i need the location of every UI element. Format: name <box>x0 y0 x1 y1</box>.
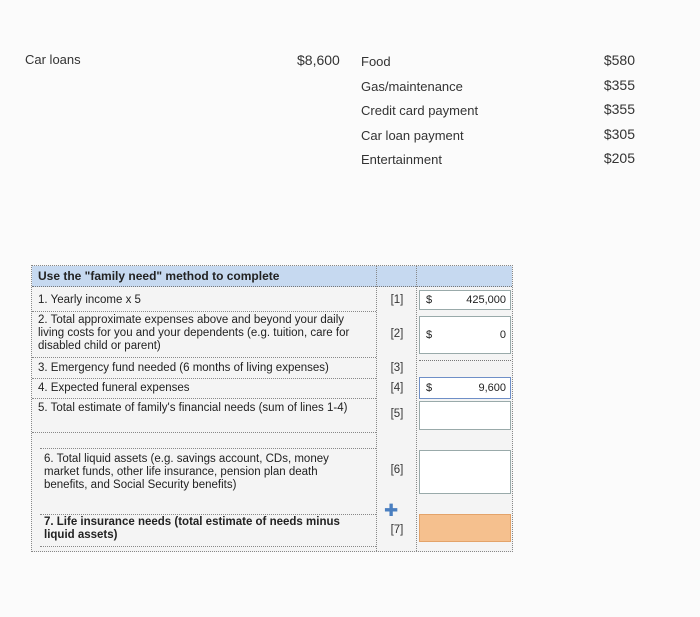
expense-label-entertainment: Entertainment <box>361 152 442 167</box>
expense-label-gas: Gas/maintenance <box>361 79 463 94</box>
row-5-ref: [5] <box>390 408 404 420</box>
expense-amount-entertainment: $205 <box>603 150 635 166</box>
row-3-label: 3. Emergency fund needed (6 months of living expenses) <box>38 362 329 374</box>
row-1-label: 1. Yearly income x 5 <box>38 294 141 306</box>
row-4-dollar: $ <box>426 382 433 394</box>
expense-amount-credit-card: $355 <box>603 101 635 117</box>
expense-label-car-loan: Car loan payment <box>361 128 464 143</box>
row-2-ref: [2] <box>390 328 404 340</box>
row-1-input[interactable] <box>419 290 511 310</box>
expense-amount-gas: $355 <box>603 77 635 93</box>
row-5-input[interactable] <box>419 401 511 430</box>
row-6-input[interactable] <box>419 450 511 494</box>
row-5-label: 5. Total estimate of family's financial needs (sum of lines 1-4) <box>38 402 348 414</box>
row-4-label: 4. Expected funeral expenses <box>38 382 190 394</box>
row-6-label: 6. Total liquid assets (e.g. savings account, CDs, money market funds, other life insurance, pension plan death benefits, and Social Security benefits) <box>44 453 329 491</box>
row-2-label: 2. Total approximate expenses above and beyond your daily living costs for you and your dependents (e.g. tuition, care for disabled child or parent) <box>38 314 350 352</box>
row-1-dollar: $ <box>426 294 433 306</box>
row-divider <box>40 448 376 449</box>
row-1-value: 425,000 <box>466 294 506 306</box>
family-need-worksheet <box>31 265 513 552</box>
row-divider <box>32 378 376 379</box>
row-divider <box>32 432 376 433</box>
row-6-ref: [6] <box>390 464 404 476</box>
row-4-ref: [4] <box>390 382 404 394</box>
column-divider <box>416 266 417 551</box>
row-7-label: 7. Life insurance needs (total estimate of needs minus liquid assets) <box>44 516 340 541</box>
row-divider <box>32 311 376 312</box>
expense-label-food: Food <box>361 54 391 69</box>
worksheet-header-right <box>376 266 512 287</box>
row-7-result-cell[interactable] <box>419 514 511 542</box>
row-2-value: 0 <box>499 329 506 341</box>
row-4-input[interactable] <box>419 377 511 399</box>
car-loans-amount: $8,600 <box>297 52 340 68</box>
expense-amount-food: $580 <box>603 52 635 68</box>
row-divider <box>32 357 376 358</box>
row-4-value: 9,600 <box>478 382 506 394</box>
expense-amount-car-loan: $305 <box>603 126 635 142</box>
column-divider <box>376 266 377 551</box>
row-divider <box>32 398 376 399</box>
row-2-dollar: $ <box>426 329 433 341</box>
row-3-cell-line <box>419 360 511 361</box>
row-7-ref: [7] <box>390 524 404 536</box>
operator-icon: ✚ <box>384 501 399 520</box>
row-2-input[interactable] <box>419 316 511 354</box>
worksheet-header-text: Use the "family need" method to complete <box>38 269 280 283</box>
car-loans-label: Car loans <box>25 52 81 67</box>
row-3-ref: [3] <box>390 362 404 374</box>
row-divider <box>40 514 376 515</box>
row-divider <box>40 546 376 547</box>
expense-label-credit-card: Credit card payment <box>361 103 479 118</box>
row-1-ref: [1] <box>390 294 404 306</box>
